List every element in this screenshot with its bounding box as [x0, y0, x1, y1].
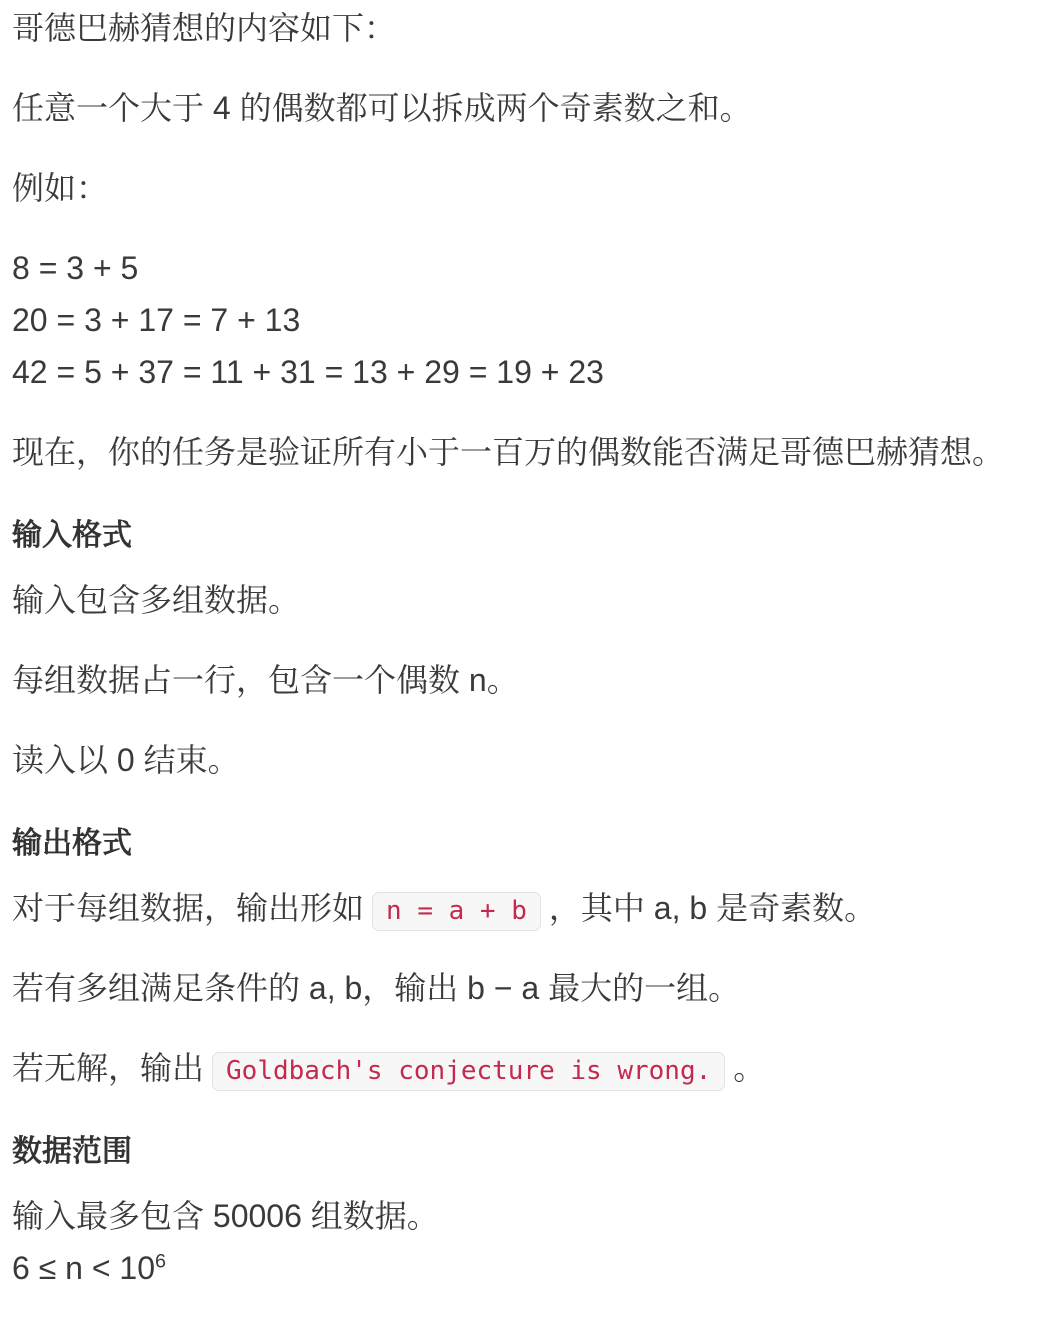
output-desc-line-3-before: 若无解，输出 [12, 1050, 205, 1086]
data-range-heading: 数据范围 [12, 1135, 132, 1168]
conjecture-line: 任意一个大于 4 的偶数都可以拆成两个奇素数之和。 [12, 90, 752, 126]
output-desc-line-2: 若有多组满足条件的 a, b，输出 b − a 最大的一组。 [12, 970, 741, 1006]
example-equation-2: 20 = 3 + 17 = 7 + 13 [12, 302, 301, 338]
intro-line: 哥德巴赫猜想的内容如下： [12, 10, 397, 46]
output-desc-line-1-before: 对于每组数据，输出形如 [12, 890, 365, 926]
data-range-count-line: 输入最多包含 50006 组数据。 [12, 1198, 439, 1234]
example-equation-3: 42 = 5 + 37 = 11 + 31 = 13 + 29 = 19 + 23 [12, 354, 604, 390]
output-format-code-chip: n = a + b [372, 892, 541, 931]
example-equation-1: 8 = 3 + 5 [12, 250, 139, 286]
constraint-line [12, 1242, 1030, 1294]
input-desc-line-1: 输入包含多组数据。 [12, 582, 301, 618]
input-desc-line-3: 读入以 0 结束。 [12, 742, 240, 778]
output-format-heading: 输出格式 [12, 827, 132, 860]
no-solution-code-chip: Goldbach's conjecture is wrong. [212, 1052, 725, 1091]
input-format-heading: 输入格式 [12, 519, 132, 552]
output-desc-line-3-after: 。 [733, 1050, 766, 1086]
problem-statement [12, 2, 1030, 1294]
example-equations [12, 242, 1030, 398]
data-range-lines [12, 1190, 1030, 1294]
output-desc-line-1 [12, 882, 1030, 934]
task-line: 现在，你的任务是验证所有小于一百万的偶数能否满足哥德巴赫猜想。 [12, 434, 1005, 470]
constraint-exponent: 6 [155, 1250, 167, 1273]
input-desc-line-2: 每组数据占一行，包含一个偶数 n。 [12, 662, 519, 698]
constraint-base: 6 ≤ n < 10 [12, 1250, 155, 1286]
example-label: 例如： [12, 170, 109, 206]
output-desc-line-1-after: ，其中 a, b 是奇素数。 [548, 890, 877, 926]
output-desc-line-3 [12, 1042, 1030, 1094]
